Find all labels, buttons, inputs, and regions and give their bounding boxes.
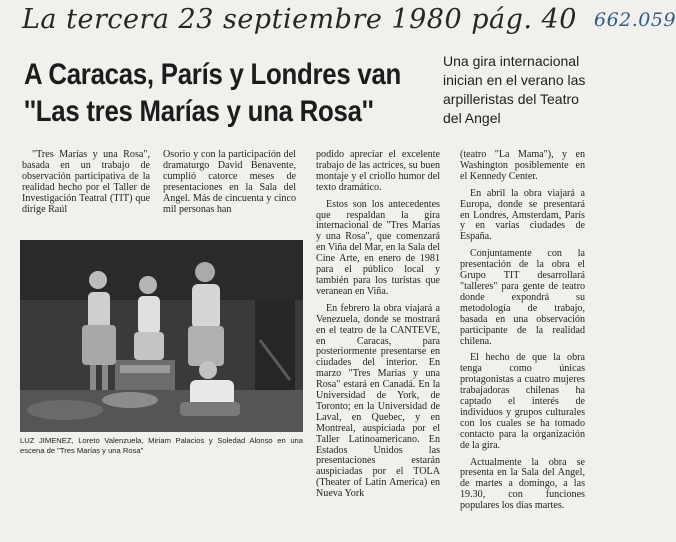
body-paragraph: Osorio y con la participación del dramaturgo David Benavente, cumplió catorce meses de presentaciones en la Sala del Angel. Más de cincuenta y cinco mil personas han (163, 149, 296, 215)
body-paragraph: El hecho de que la obra tenga como únicas protagonistas a cuatro mujeres trabajadoras chilenas ha captado el interés de individuos y grupos culturales con los cuales se ha tomado contacto para la organización de la gira. (460, 352, 585, 451)
body-paragraph: Estos son los antecedentes que respaldan la gira internacional de "Tres Marías y una Rosa", que comenzará en Viña del Mar, en la Sala del Cine Arte, en enero de 1981 para el público local y también para los turistas que veranean en Viña. (316, 198, 440, 297)
column-1-top (22, 150, 150, 221)
body-paragraph: Conjuntamente con la presentación de la obra el Grupo TIT desarrollará "talleres" para gente de teatro donde expondrá su metodología de trabajo, basada en una observación participante de la realidad chilena. (460, 248, 585, 347)
handwritten-source: La tercera 23 septiembre 1980 pág. 40 (22, 4, 577, 35)
column-4 (460, 150, 585, 518)
body-paragraph: Actualmente la obra se presenta en la Sala del Angel, de martes a domingo, a las 19.30, con funciones populares los días martes. (460, 456, 585, 512)
article-subheadline: Una gira internacional inician en el verano las arpilleristas del Teatro del Angel (443, 53, 586, 126)
body-paragraph: En febrero la obra viajará a Venezuela, donde se mostrará en el teatro de la CANTEVE, en Caracas, para posteriormente presentarse en ciudades del interior. En marzo "Tres Marías y una Rosa" estará en Canadá. En la Universidad de York, de Toronto; en la Universidad de Laval, en Quebec, y en Montreal, auspiciada por el Taller Latinoamericano. En Estados Unidos las presentaciones estarán auspiciadas por el TOLA (Theater of Latin America) en Nueva York (316, 302, 440, 500)
handwritten-source-annotation (22, 4, 676, 38)
column-2-top (163, 150, 296, 221)
photo-illustration (20, 240, 303, 432)
play-scene-photo (20, 240, 303, 432)
body-paragraph: "Tres Marías y una Rosa", basada en un trabajo de observación participativa de la realidad hecho por el Taller de Investigación Teatral (TIT) que dirige Raúl (22, 149, 150, 215)
headline-line-2: ''Las tres Marías y una Rosa'' (24, 95, 374, 128)
article-headline (24, 56, 402, 130)
body-paragraph: podido apreciar el excelente trabajo de las actrices, su buen montaje y el criollo humor del texto dramático. (316, 149, 440, 193)
headline-line-1: A Caracas, París y Londres van (24, 58, 402, 91)
column-3 (316, 150, 440, 506)
body-paragraph: En abril la obra viajará a Europa, donde se presentará en Londres, Amsterdam, París y en varias ciudades de España. (460, 187, 585, 243)
archive-number: 662.059 (593, 9, 676, 31)
body-paragraph: (teatro "La Mama"), y en Washington posiblemente en el Kennedy Center. (460, 149, 585, 182)
photo-caption: LUZ JIMENEZ, Loreto Valenzuela, Miriam Palacios y Soledad Alonso en una escena de "Tres Marías y una Rosa" (20, 436, 303, 455)
